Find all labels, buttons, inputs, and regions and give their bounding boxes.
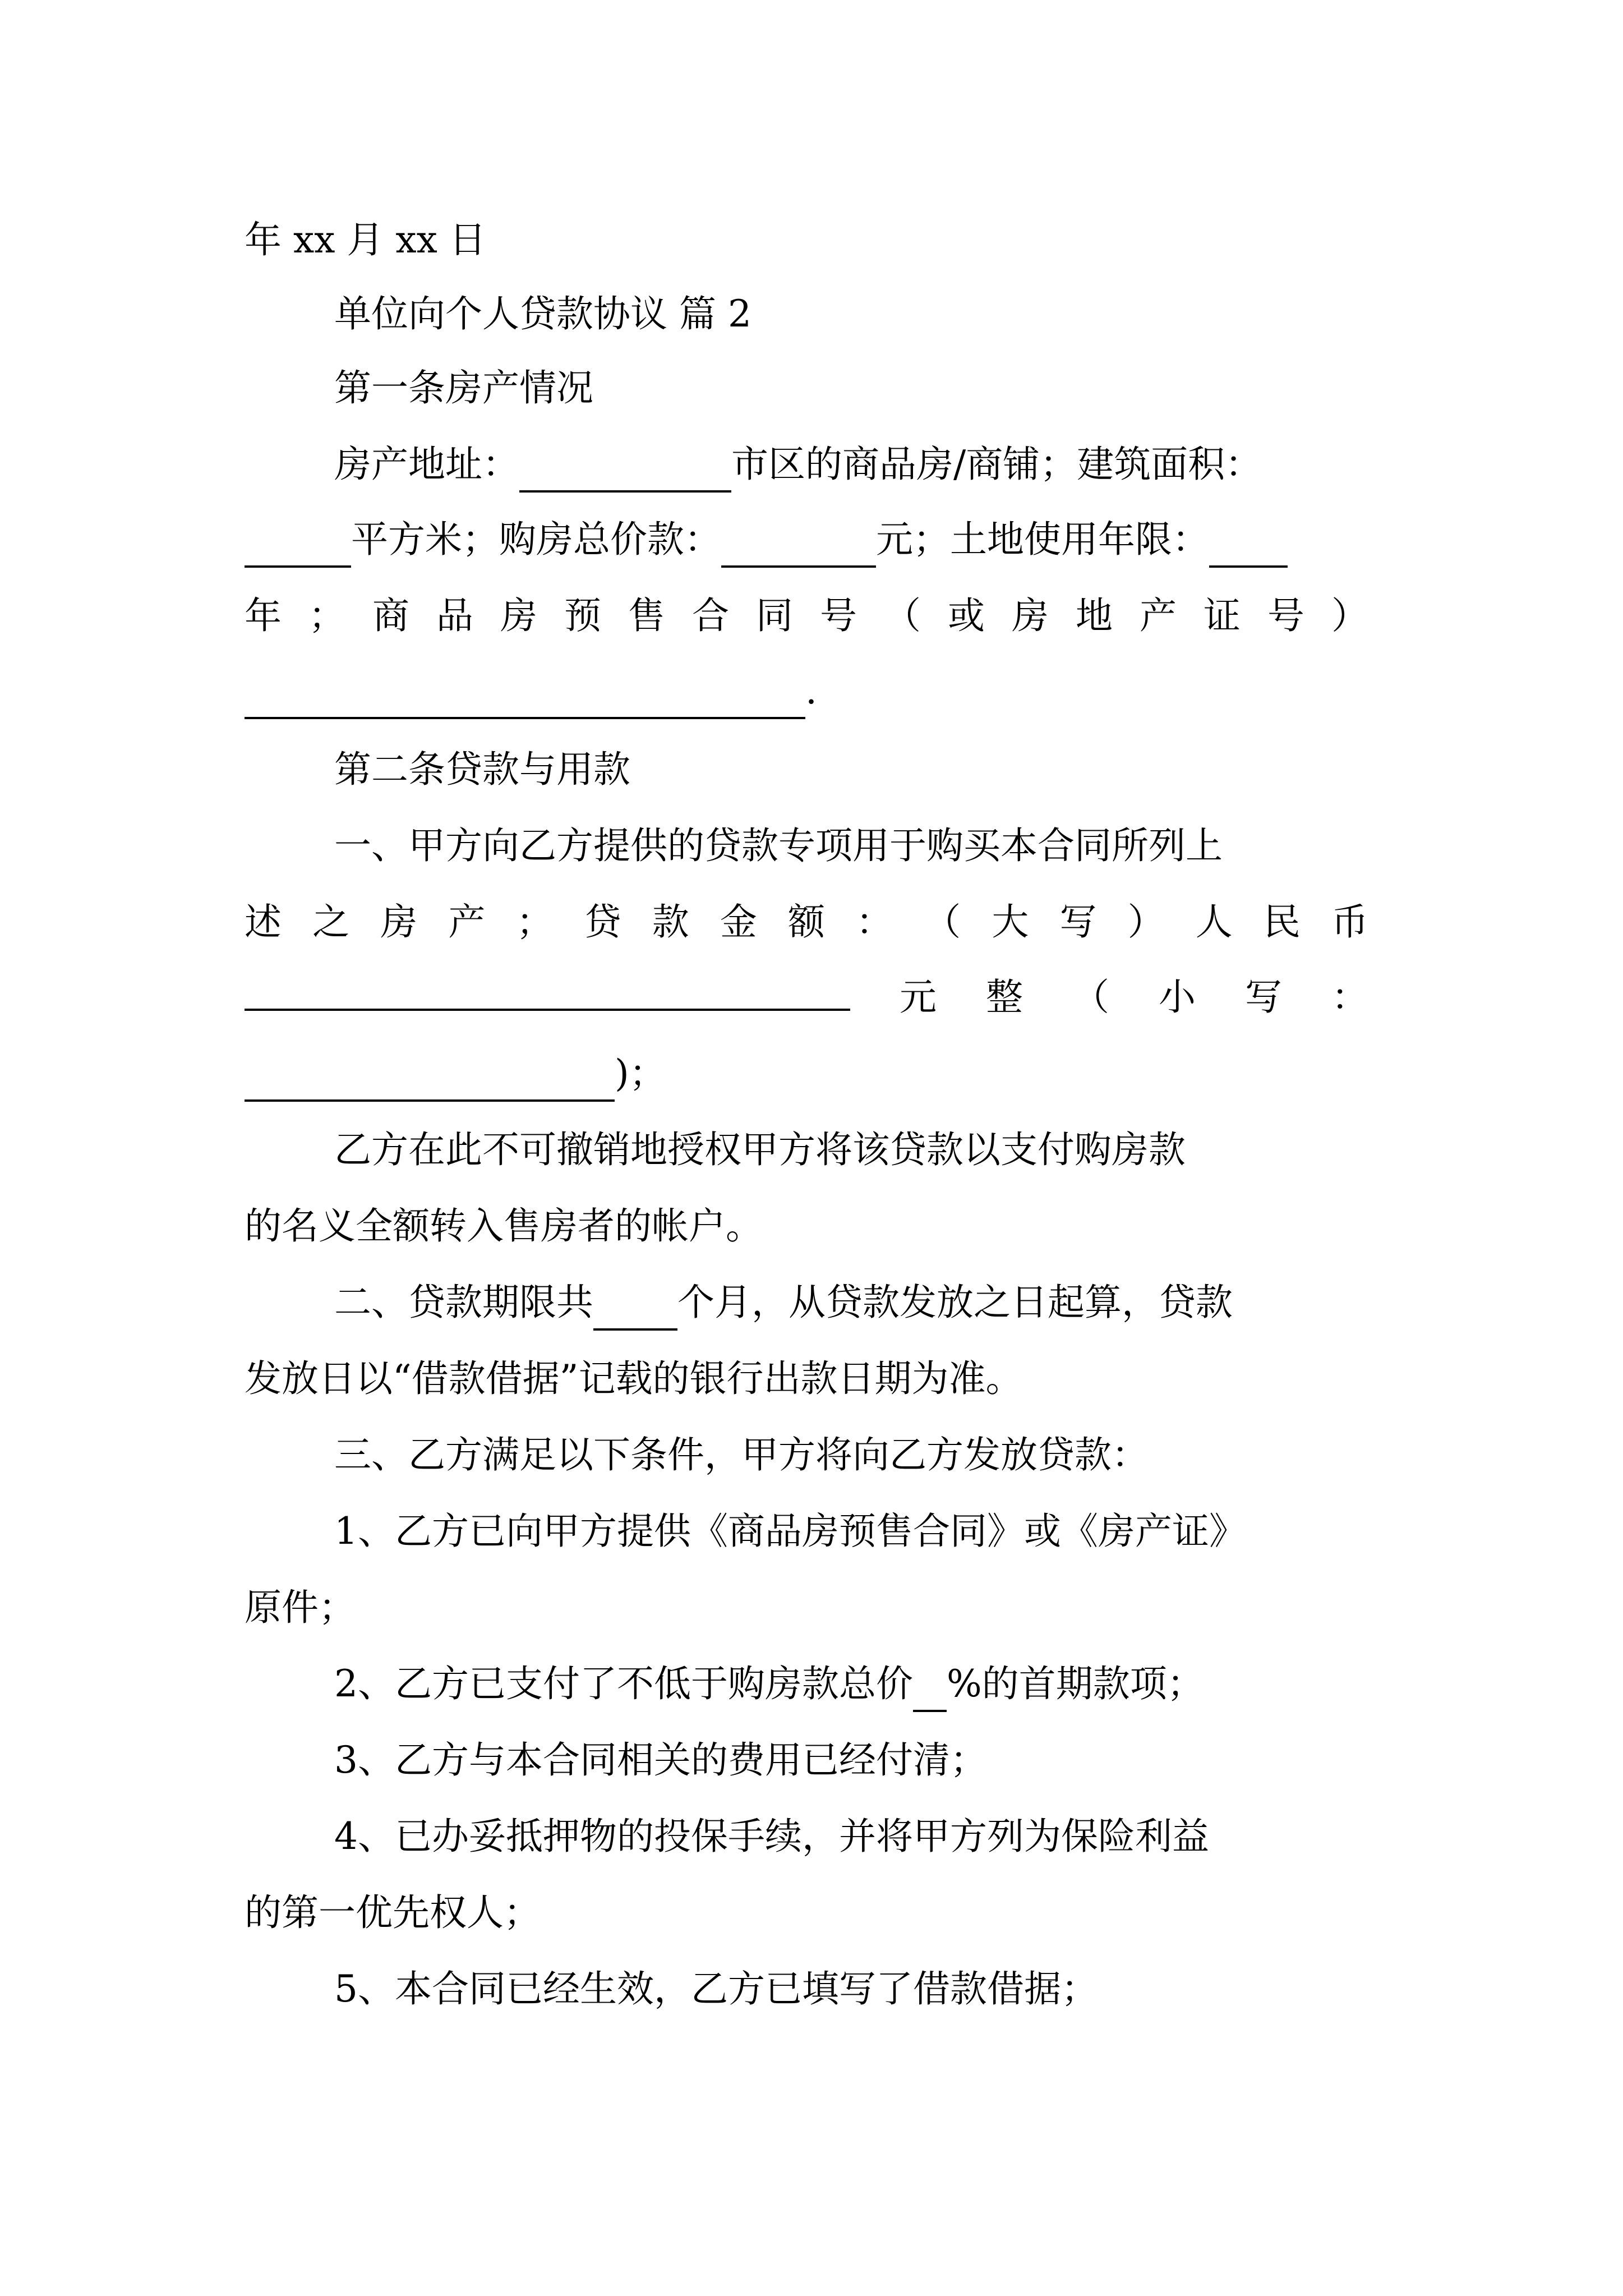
- text-char: 额: [788, 900, 825, 944]
- condition-2-suffix: %的首期款项；: [947, 1662, 1204, 1705]
- line-end-period: .: [805, 669, 817, 712]
- text-char: 证: [1204, 594, 1241, 637]
- address-suffix: 市区的商品房/商铺；建筑面积：: [731, 443, 1262, 486]
- property-address-line: [334, 436, 1262, 493]
- text-char: 贷: [584, 900, 621, 944]
- article-1-heading: 第一条房产情况: [334, 366, 593, 409]
- text-char: 金: [720, 900, 757, 944]
- document-title: 单位向个人贷款协议 篇 2: [334, 292, 751, 335]
- line-end-paren: )；: [615, 1052, 666, 1095]
- text-char: （: [884, 594, 921, 637]
- text-char: 房: [500, 594, 537, 637]
- text-char: 合: [692, 594, 729, 637]
- amount-in-words-blank: [245, 969, 850, 1011]
- price-blank: [721, 526, 876, 568]
- area-price-label: 平方米；购房总价款：: [351, 518, 721, 561]
- loan-term-label: 二、贷款期限共: [334, 1281, 593, 1324]
- text-char: 产: [1140, 594, 1177, 637]
- text-char: 小: [1159, 976, 1196, 1019]
- text-char: 地: [1076, 594, 1113, 637]
- address-label: 房产地址：: [334, 443, 519, 486]
- condition-2-label: 2、乙方已支付了不低于购房款总价: [334, 1662, 913, 1705]
- text-char: 写: [1059, 900, 1097, 944]
- authorization-line-1: 乙方在此不可撤销地授权甲方将该贷款以支付购房款: [334, 1128, 1186, 1171]
- text-char: 款: [652, 900, 689, 944]
- land-use-label: 元；土地使用年限：: [876, 518, 1209, 561]
- text-char: 之: [312, 900, 350, 944]
- area-price-line: [245, 512, 1288, 568]
- contract-number-blank-line: [245, 663, 817, 719]
- text-char: 预: [564, 594, 601, 637]
- text-char: （: [1072, 976, 1109, 1019]
- text-char: 房: [380, 900, 418, 944]
- address-blank: [519, 451, 731, 493]
- contract-number-blank: [245, 678, 805, 719]
- condition-2: [334, 1656, 1204, 1712]
- text-char: 号: [820, 594, 857, 637]
- loan-amount-figures-line: [245, 1046, 666, 1102]
- text-char: 整: [986, 976, 1023, 1019]
- article-2-heading: 第二条贷款与用款: [334, 748, 630, 791]
- condition-3: 3、乙方与本合同相关的费用已经付清；: [334, 1738, 987, 1782]
- text-char: ）: [1331, 594, 1368, 637]
- text-char: ：: [1331, 976, 1368, 1019]
- loan-term-blank: [593, 1289, 677, 1331]
- text-char: 房: [1012, 594, 1049, 637]
- condition-5: 5、本合同已经生效，乙方已填写了借款借据；: [334, 1967, 1098, 2010]
- down-payment-blank: [913, 1671, 947, 1712]
- authorization-line-2: 的名义全额转入售房者的帐户。: [245, 1204, 763, 1248]
- text-char: 民: [1263, 900, 1301, 944]
- text-char: 述: [245, 900, 282, 944]
- condition-1-line-2: 原件；: [245, 1586, 356, 1629]
- text-char: ；: [516, 900, 554, 944]
- text-char: 品: [436, 594, 473, 637]
- land-use-blank: [1209, 526, 1288, 568]
- text-char: 或: [948, 594, 985, 637]
- text-char: ：: [856, 900, 893, 944]
- date-line: 年 xx 月 xx 日: [245, 218, 486, 261]
- loan-term-suffix: 个月，从贷款发放之日起算，贷款: [677, 1281, 1233, 1324]
- loan-purpose-line: 一、甲方向乙方提供的贷款专项用于购买本合同所列上: [334, 824, 1223, 867]
- text-char: 元: [900, 976, 937, 1019]
- conditions-heading: 三、乙方满足以下条件，甲方将向乙方发放贷款：: [334, 1433, 1149, 1476]
- condition-4-line-1: 4、已办妥抵押物的投保手续，并将甲方列为保险利益: [334, 1815, 1209, 1858]
- text-char: 售: [628, 594, 665, 637]
- text-char: 商: [372, 594, 409, 637]
- loan-term-line: [334, 1274, 1233, 1331]
- amount-in-figures-blank: [245, 1060, 615, 1102]
- loan-amount-line: [245, 894, 1368, 950]
- area-blank: [245, 526, 351, 568]
- condition-4-line-2: 的第一优先权人；: [245, 1891, 541, 1934]
- condition-1-line-1: 1、乙方已向甲方提供《商品房预售合同》或《房产证》: [334, 1510, 1246, 1553]
- text-char: ；: [308, 594, 345, 637]
- text-char: 年: [245, 594, 282, 637]
- loan-term-line-2: 发放日以“借款借据”记载的银行出款日期为准。: [245, 1357, 1023, 1400]
- text-char: 号: [1267, 594, 1304, 637]
- text-char: 人: [1195, 900, 1233, 944]
- text-char: 同: [756, 594, 793, 637]
- text-char: 产: [448, 900, 486, 944]
- contract-number-line: [245, 588, 1368, 644]
- text-char: （: [924, 900, 961, 944]
- text-char: 大: [992, 900, 1029, 944]
- loan-amount-words-line: [245, 969, 1368, 1025]
- text-char: 写: [1245, 976, 1282, 1019]
- text-char: ）: [1127, 900, 1165, 944]
- text-char: 币: [1331, 900, 1368, 944]
